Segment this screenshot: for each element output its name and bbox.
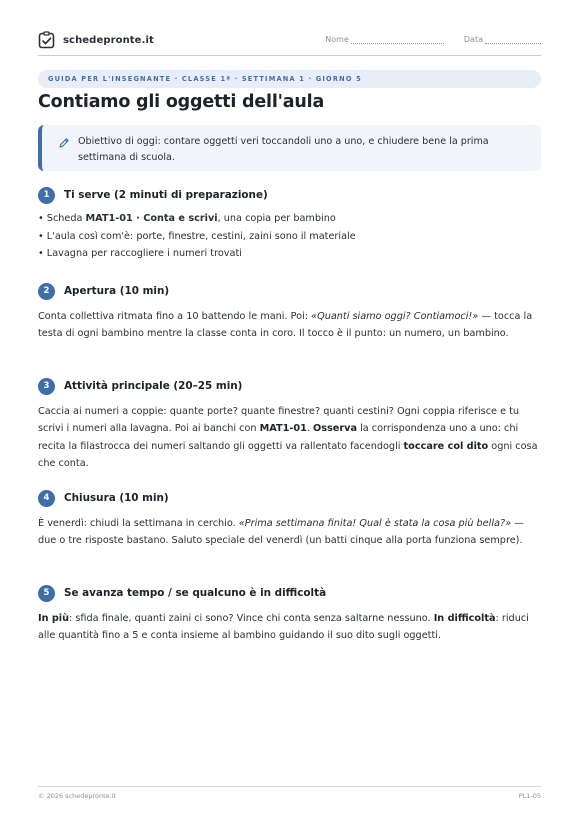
section-opening (38, 282, 541, 343)
list-item: • L'aula così com'è: porte, finestre, cestini, zaini sono il materiale (38, 230, 356, 242)
section-closing (38, 489, 541, 550)
section-materials (38, 186, 541, 263)
section-number: 1 (38, 187, 55, 204)
student-fields (325, 35, 541, 44)
section-text: È venerdì: chiudi la settimana in cerchio. «Prima settimana finita! Qual è stata la cosa più bella?» — due o tre risposte bastano. Saluto speciale del venerdì (un batti cinque alla porta funziona sempre). (38, 518, 524, 547)
section-header (38, 377, 541, 395)
list-item: • Scheda MAT1-01 · Conta e scrivi, una copia per bambino (38, 213, 336, 224)
page-header (38, 30, 541, 56)
section-header (38, 282, 541, 300)
guide-kicker: GUIDA PER L'INSEGNANTE · CLASSE 1ª · SETTIMANA 1 · GIORNO 5 (38, 70, 541, 88)
name-label: Nome (325, 35, 349, 44)
page-footer (38, 786, 541, 800)
section-header (38, 584, 541, 602)
page-code: PL1-05 (518, 792, 541, 800)
section-extension (38, 584, 541, 645)
name-field[interactable] (325, 35, 444, 44)
section-number: 3 (38, 378, 55, 395)
section-title: Ti serve (2 minuti di preparazione) (64, 189, 268, 201)
section-number: 2 (38, 283, 55, 300)
section-number: 5 (38, 585, 55, 602)
section-title: Se avanza tempo / se qualcuno è in difficoltà (64, 587, 327, 599)
brand (38, 31, 154, 49)
objective-text: Obiettivo di oggi: contare oggetti veri toccandoli uno a uno, e chiudere bene la prima settimana di scuola. (78, 136, 489, 163)
page-title: Contiamo gli oggetti dell'aula (38, 92, 325, 112)
date-label: Data (463, 35, 483, 44)
date-field[interactable] (464, 35, 541, 44)
section-title: Chiusura (10 min) (64, 492, 169, 504)
checklist-icon (38, 31, 56, 49)
objective-box (38, 125, 541, 171)
section-text: In più: sfida finale, quanti zaini ci sono? Vince chi conta senza saltarne nessuno. In difficoltà: riduci alle quantità fino a 5 e conta insieme al bambino guidando il suo dito sugli oggetti. (38, 613, 529, 642)
copyright: © 2026 schedepronte.it (38, 792, 117, 800)
materials-list (38, 210, 541, 263)
section-number: 4 (38, 490, 55, 507)
pencil-icon (58, 137, 70, 149)
brand-name: schedepronte.it (63, 34, 154, 46)
section-title: Attività principale (20–25 min) (64, 380, 243, 392)
section-title: Apertura (10 min) (64, 285, 170, 297)
section-header (38, 489, 541, 507)
list-item: • Lavagna per raccogliere i numeri trovati (38, 248, 242, 259)
section-text: Conta collettiva ritmata fino a 10 battendo le mani. Poi: «Quanti siamo oggi? Contiamoci!» — tocca la testa di ogni bambino mentre la classe conta in coro. Il tocco è il punto: un numero, un bambino. (38, 311, 533, 340)
date-line (485, 36, 541, 44)
section-text: Caccia ai numeri a coppie: quante porte? quante finestre? quanti cestini? Ogni coppia riferisce e tu scrivi i numeri alla lavagna. Poi ai banchi con MAT1-01. Osserva la corrispondenza uno a uno: chi recita la filastrocca dei numeri saltando gli oggetti va rallentato facendogli toccare col dito ogni cosa che conta. (38, 406, 538, 469)
section-header (38, 186, 541, 204)
name-line (351, 36, 444, 44)
section-main-activity (38, 377, 541, 472)
